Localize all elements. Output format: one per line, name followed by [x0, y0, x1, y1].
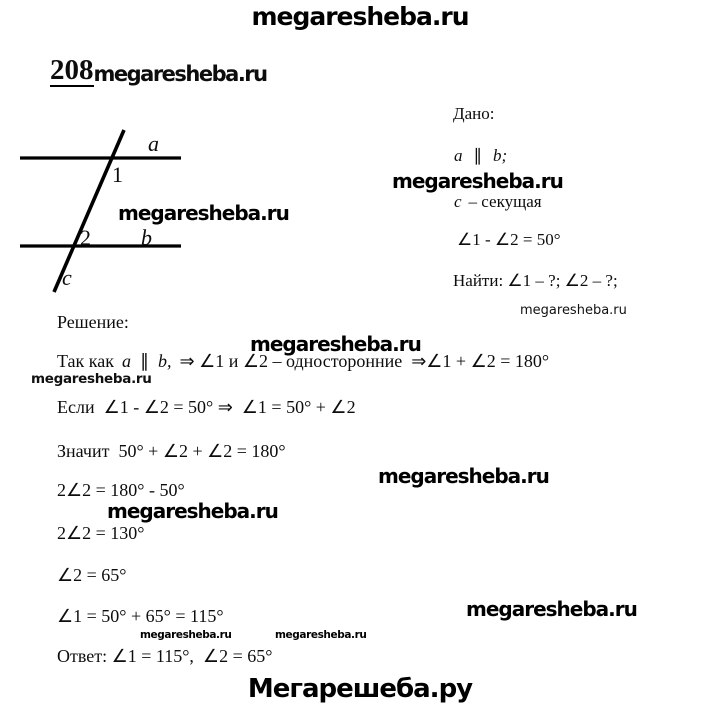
footer-brand: Мегарешеба.ру: [247, 674, 473, 704]
var-a: a: [454, 146, 463, 165]
site-watermark-solution-left-small: megaresheba.ru: [31, 371, 152, 387]
step1-var-b: b,: [158, 351, 172, 371]
solution-title: Решение:: [57, 312, 129, 332]
step1-rest: ⇒ ∠1 и ∠2 – односторонние ⇒∠1 + ∠2 = 180°: [179, 351, 550, 371]
given-condition: ∠1 - ∠2 = 50°: [457, 230, 561, 249]
site-watermark-header: megaresheba.ru: [251, 2, 469, 31]
solution-step-4: 2∠2 = 180° - 50°: [57, 480, 185, 500]
site-watermark-solution-right: megaresheba.ru: [378, 464, 549, 488]
solution-step-2: Если ∠1 - ∠2 = 50° ⇒ ∠1 = 50° + ∠2: [57, 397, 356, 417]
transversal-text: – секущая: [468, 192, 542, 211]
problem-number-row: [50, 56, 267, 87]
step1-prefix: Так как: [57, 351, 114, 371]
site-watermark-tiny-1: megaresheba.ru: [140, 629, 232, 641]
angle-2-label: 2: [80, 225, 91, 250]
solution-step-3: Значит 50° + ∠2 + ∠2 = 180°: [57, 441, 286, 461]
var-b: b;: [493, 146, 508, 165]
step1-var-a: a: [122, 351, 131, 371]
given-parallel-statement: [454, 146, 507, 166]
site-watermark-problem: megaresheba.ru: [93, 62, 267, 86]
solution-step-7: ∠1 = 50° + 65° = 115°: [57, 606, 224, 626]
site-watermark-solution-top: megaresheba.ru: [250, 332, 421, 356]
given-title: Дано:: [453, 104, 495, 123]
site-watermark-tiny-2: megaresheba.ru: [275, 629, 367, 641]
solution-step-5: 2∠2 = 130°: [57, 523, 145, 543]
problem-number: 208: [50, 54, 94, 86]
find-statement: Найти: ∠1 – ?; ∠2 – ?;: [453, 271, 618, 290]
site-watermark-solution-bottom: megaresheba.ru: [466, 597, 637, 621]
given-transversal-statement: [454, 192, 542, 212]
line-a-label: a: [148, 131, 159, 156]
line-c-label: c: [62, 265, 72, 290]
step1-parallel-symbol: ∥: [140, 351, 149, 371]
angle-1-label: 1: [112, 162, 123, 187]
line-b-label: b: [141, 225, 152, 250]
answer-line: Ответ: ∠1 = 115°, ∠2 = 65°: [57, 646, 273, 666]
var-c: c: [454, 192, 462, 211]
parallel-symbol: ∥: [473, 146, 482, 165]
solution-step-1: [57, 351, 549, 372]
solution-step-6: ∠2 = 65°: [57, 565, 127, 585]
site-watermark-diagram: megaresheba.ru: [118, 201, 289, 225]
site-watermark-given-small: megaresheba.ru: [520, 303, 627, 318]
site-watermark-solution-mid: megaresheba.ru: [107, 499, 278, 523]
site-watermark-given: megaresheba.ru: [392, 169, 563, 193]
